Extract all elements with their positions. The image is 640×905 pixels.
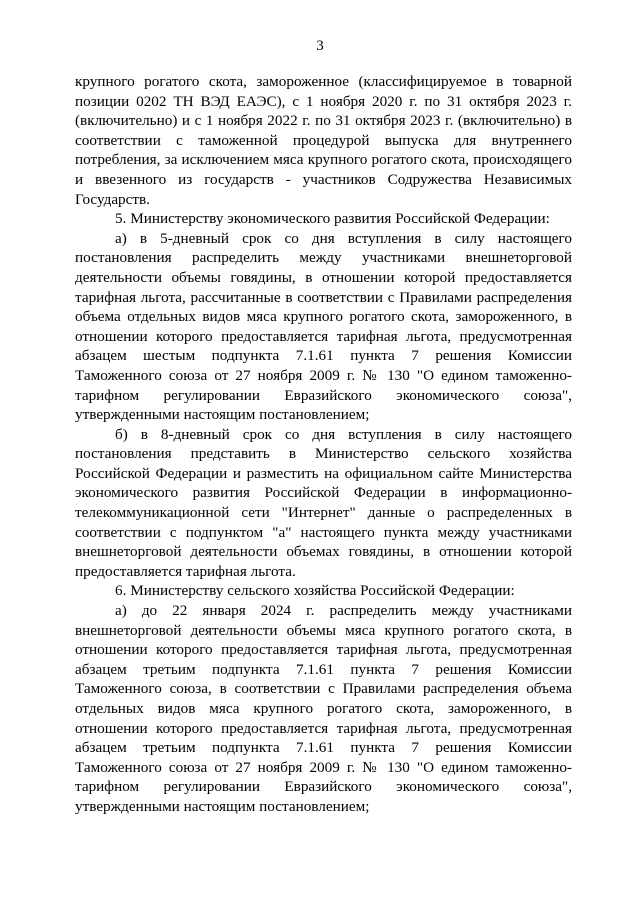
paragraph-item-6a: а) до 22 января 2024 г. распределить между участниками внешнеторговой деятельности объемы мяса крупного рогатого скота, в отношении которого предоставляется тарифная льгота, предусмотренная абзацем третьим подпункта 7.1.61 пункта 7 решения Комиссии Таможенного союза, в соответствии с Правилами распределения объема отдельных видов мяса крупного рогатого скота, замороженного, в отношении которого предоставляется тарифная льгота, предусмотренная абзацем третьим подпункта 7.1.61 пункта 7 решения Комиссии Таможенного союза от 27 ноября 2009 г. № 130 "О едином таможенно-тарифном регулировании Евразийского экономического союза", утвержденными настоящим постановлением; xyxy=(75,602,572,815)
paragraph-continuation: крупного рогатого скота, замороженное (классифицируемое в товарной позиции 0202 ТН ВЭД ЕАЭС), с 1 ноября 2020 г. по 31 октября 2023 г. (включительно) и с 1 ноября 2022 г. по 31 октября 2023 г. (включительно) в соответствии с таможенной процедурой выпуска для внутреннего потребления, за исключением мяса крупного рогатого скота, происходящего и ввезенного из государств - участников Содружества Независимых Государств. xyxy=(75,73,572,208)
paragraph-item-6: 6. Министерству сельского хозяйства Российской Федерации: xyxy=(115,582,515,600)
paragraph-item-5b: б) в 8-дневный срок со дня вступления в силу настоящего постановления представить в Министерство сельского хозяйства Российской Федерации и разместить на официальном сайте Министерства экономического развития Российской Федерации в информационно-телекоммуникационной сети "Интернет" данные о распределенных в соответствии с подпунктом "а" настоящего пункта между участниками внешнеторговой деятельности объемах говядины, в отношении которой предоставляется тарифная льгота. xyxy=(75,425,572,580)
page-number: 3 xyxy=(316,38,324,54)
paragraph-item-5a: а) в 5-дневный срок со дня вступления в силу настоящего постановления распределить между участниками внешнеторговой деятельности объемы говядины, в отношении которой предоставляется тарифная льгота, рассчитанные в соответствии с Правилами распределения объема отдельных видов мяса крупного рогатого скота, замороженного, в отношении которого предоставляется тарифная льгота, предусмотренная абзацем шестым подпункта 7.1.61 пункта 7 решения Комиссии Таможенного союза от 27 ноября 2009 г. № 130 "О едином таможенно-тарифном регулировании Евразийского экономического союза", утвержденными настоящим постановлением; xyxy=(75,229,572,424)
paragraph-item-5: 5. Министерству экономического развития Российской Федерации: xyxy=(115,210,550,228)
document-body xyxy=(75,72,572,817)
